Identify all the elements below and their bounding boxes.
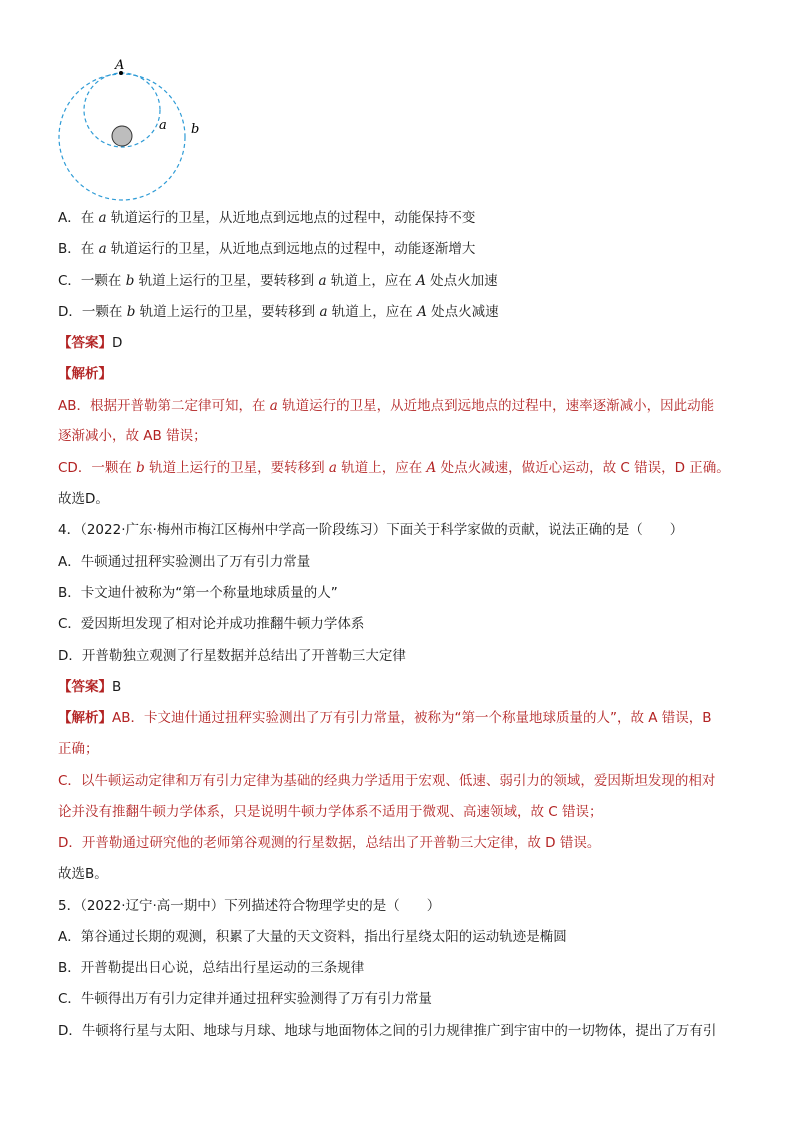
q5-option-d: D．牛顿将行星与太阳、地球与月球、地球与地面物体之间的引力规律推广到宇宙中的一切物体，提出了万有引 [58,1023,717,1039]
q4-option-c: C．爱因斯坦发现了相对论并成功推翻牛顿力学体系 [58,616,365,632]
label-a: a [159,118,167,133]
orbit-diagram [52,55,212,205]
q3-answer: 【答案】D [58,335,123,351]
q3-conclusion: 故选D。 [58,491,109,507]
q3-analysis-ab-line1: AB．根据开普勒第二定律可知，在 a 轨道运行的卫星，从近地点到远地点的过程中，速率逐渐减小，因此动能 [58,398,715,414]
q3-option-d: D．一颗在 b 轨道上运行的卫星，要转移到 a 轨道上，应在 A 处点火减速 [58,304,499,320]
earth [112,126,132,146]
q3-analysis-tag: 【解析】 [58,366,112,382]
q3-analysis-ab-line2: 逐渐减小，故 AB 错误； [58,428,207,444]
q4-answer: 【答案】B [58,679,122,695]
q3-option-c: C．一颗在 b 轨道上运行的卫星，要转移到 a 轨道上，应在 A 处点火加速 [58,273,498,289]
q5-stem: 5．（2022·辽宁·高一期中）下列描述符合物理学史的是（ ） [58,898,441,914]
q4-analysis-4: 论并没有推翻牛顿力学体系，只是说明牛顿力学体系不适用于微观、高速领域，故 C 错误； [58,804,603,820]
q4-analysis-1: 【解析】AB．卡文迪什通过扭秤实验测出了万有引力常量，被称为“第一个称量地球质量的人”，故 A 错误，B [58,710,712,726]
q4-stem: 4．（2022·广东·梅州市梅江区梅州中学高一阶段练习）下面关于科学家做的贡献，说法正确的是（ ） [58,522,684,538]
q3-analysis-cd: CD．一颗在 b 轨道上运行的卫星，要转移到 a 轨道上，应在 A 处点火减速，做近心运动，故 C 错误，D 正确。 [58,460,730,476]
q4-analysis-2: 正确； [58,741,99,757]
label-b: b [191,122,200,137]
label-A: A [115,58,125,73]
q3-option-b: B．在 a 轨道运行的卫星，从近地点到远地点的过程中，动能逐渐增大 [58,241,476,257]
q4-analysis-5: D．开普勒通过研究他的老师第谷观测的行星数据，总结出了开普勒三大定律，故 D 错误。 [58,835,601,851]
q3-option-a: A．在 a 轨道运行的卫星，从近地点到远地点的过程中，动能保持不变 [58,210,476,226]
q5-option-c: C．牛顿得出万有引力定律并通过扭秤实验测得了万有引力常量 [58,991,432,1007]
q5-option-a: A．第谷通过长期的观测，积累了大量的天文资料，指出行星绕太阳的运动轨迹是椭圆 [58,929,567,945]
q5-option-b: B．开普勒提出日心说，总结出行星运动的三条规律 [58,960,365,976]
q4-option-b: B．卡文迪什被称为“第一个称量地球质量的人” [58,585,338,601]
q4-option-a: A．牛顿通过扭秤实验测出了万有引力常量 [58,554,311,570]
q4-option-d: D．开普勒独立观测了行星数据并总结出了开普勒三大定律 [58,648,406,664]
q4-conclusion: 故选B。 [58,866,108,882]
q4-analysis-3: C．以牛顿运动定律和万有引力定律为基础的经典力学适用于宏观、低速、弱引力的领域，爱因斯坦发现的相对 [58,773,716,789]
